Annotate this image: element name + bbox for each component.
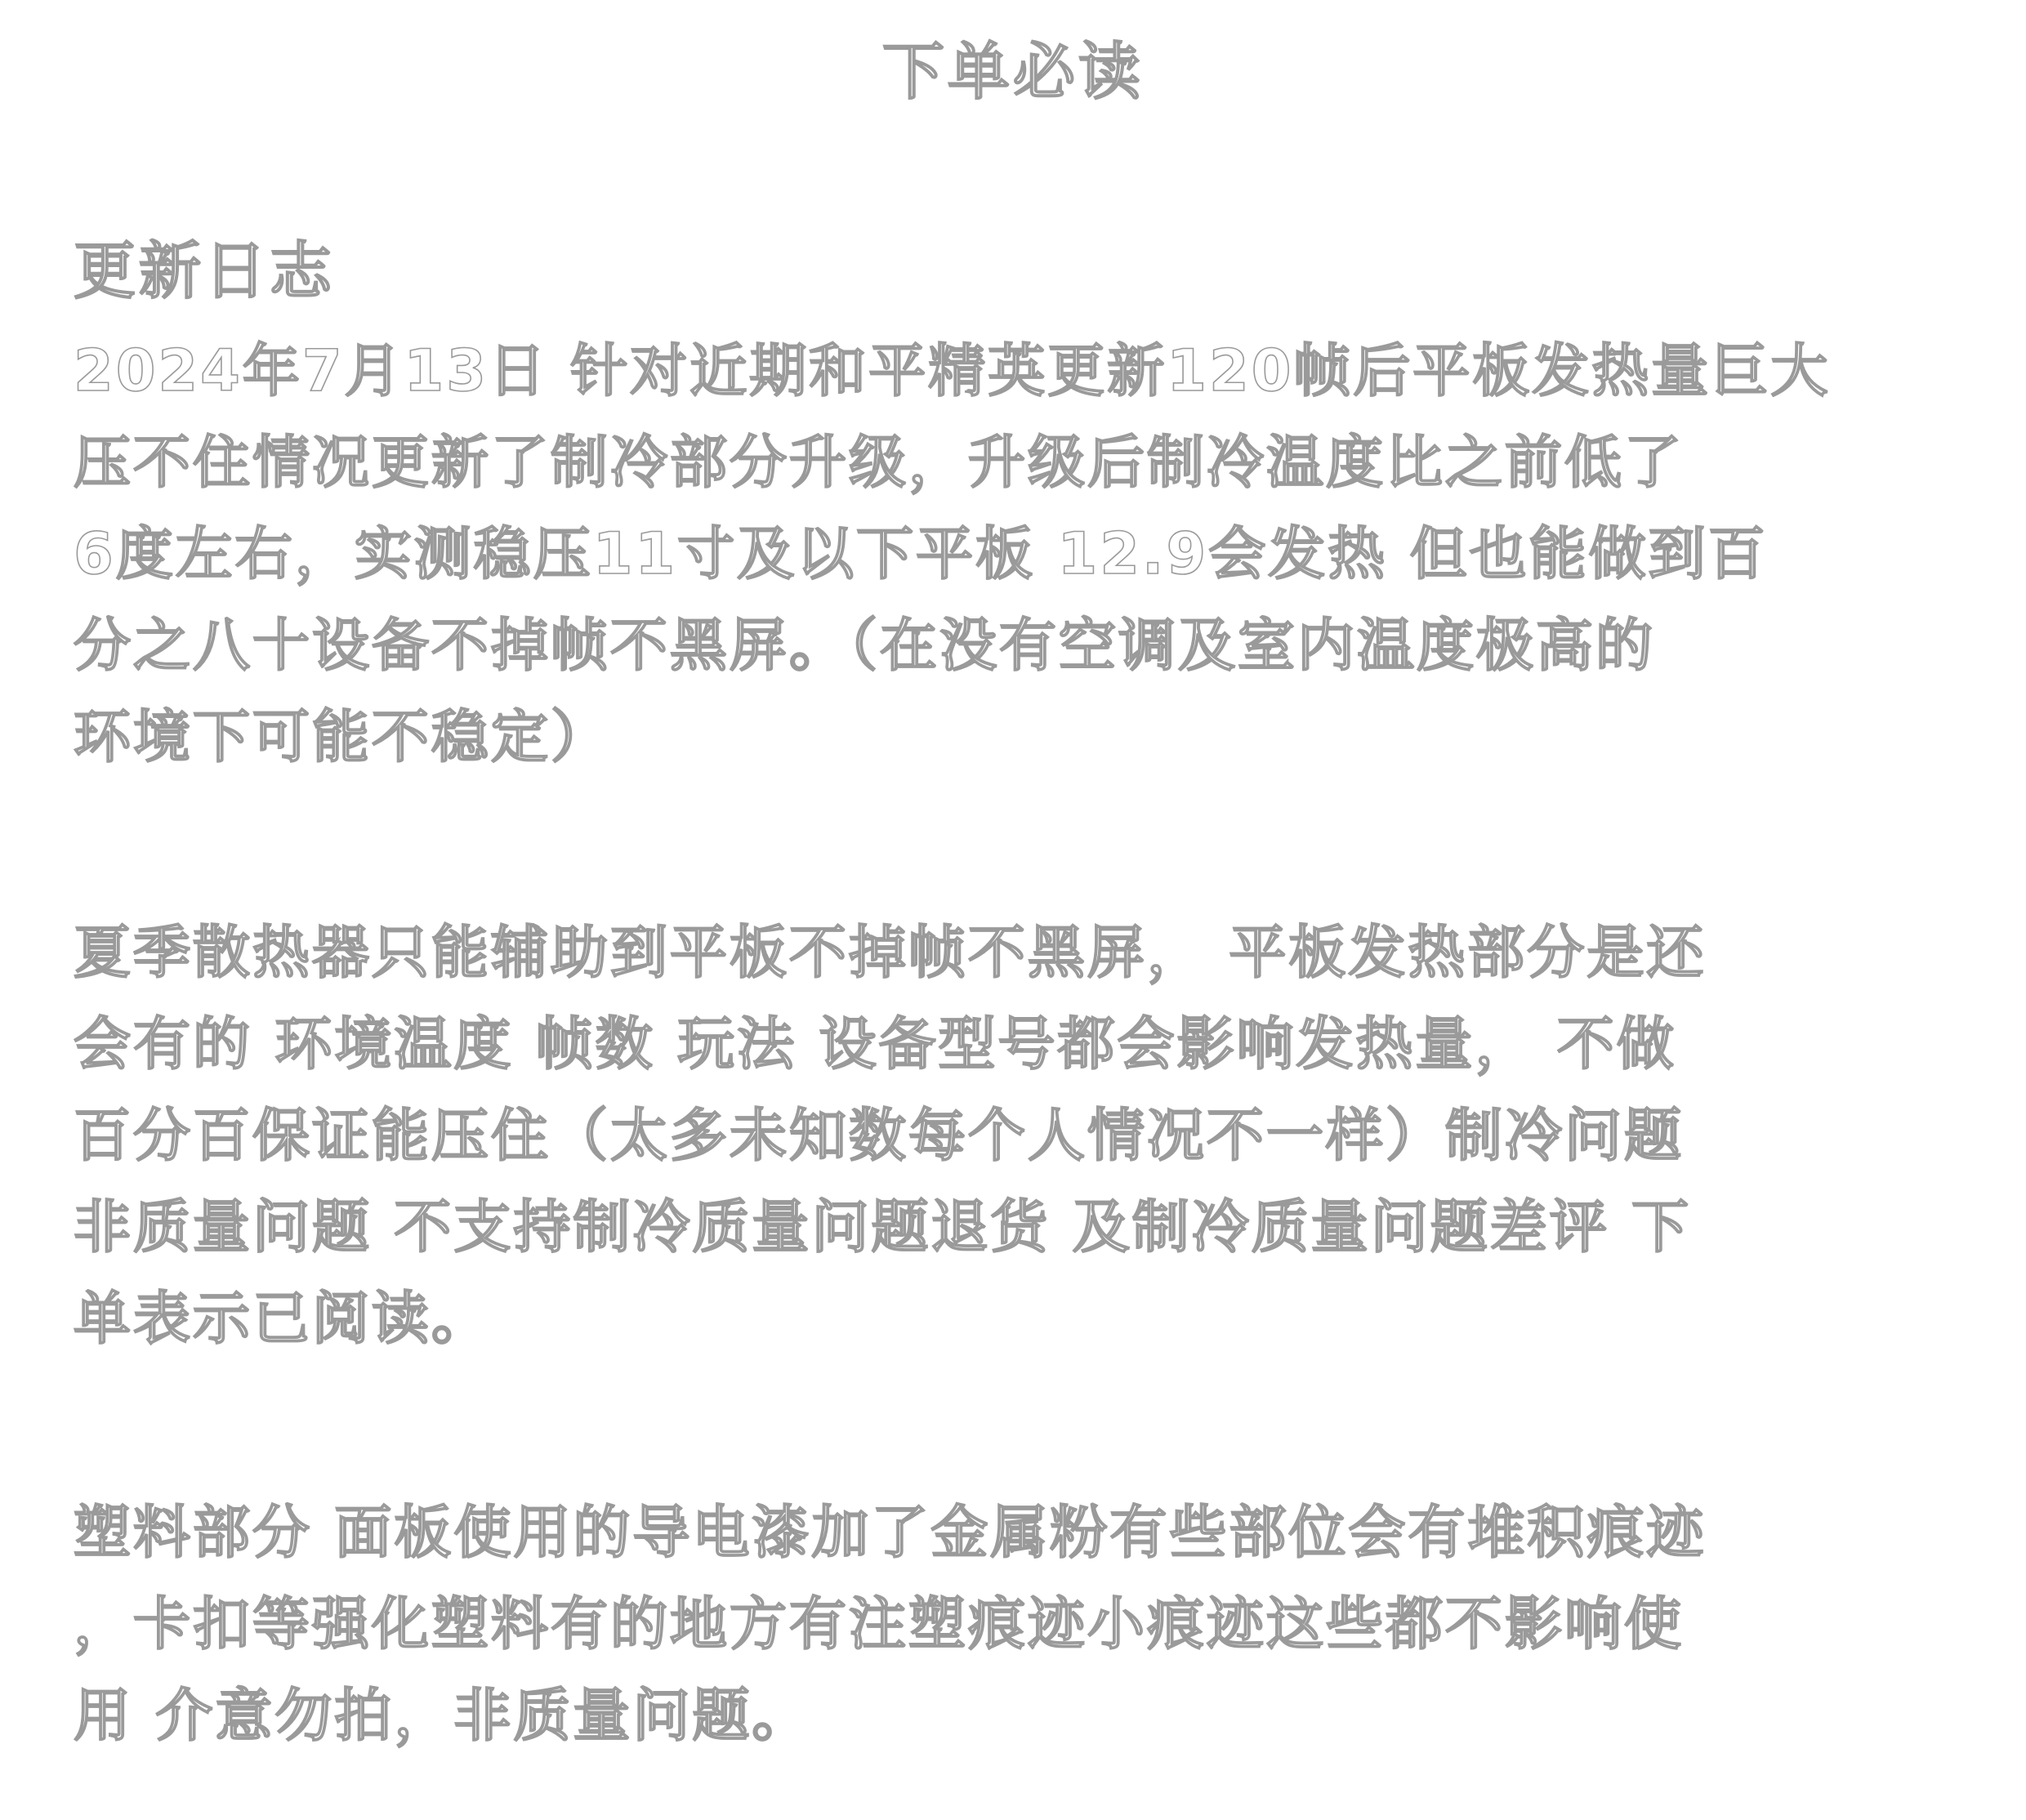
paragraph-line: 环境下可能不稳定） <box>74 703 610 770</box>
paragraph-line: 单表示已阅读。 <box>74 1285 491 1352</box>
paragraph-line: 压不住情况更新了制冷部分升级，升级后制冷温度比之前低了 <box>74 429 1684 496</box>
paragraph-line: ，卡扣等强化塑料有的地方有注塑痕迹小痕迹这些都不影响使 <box>74 1590 1684 1657</box>
page-title: 下单必读 <box>882 35 1144 108</box>
summer-notice-paragraph <box>74 907 1952 1364</box>
update-log-paragraph <box>74 325 1952 783</box>
paragraph-line: 会有的 环境温度 帧数 玩法 设备型号都会影响发热量， 不做 <box>74 1010 1676 1077</box>
paragraph-line: 夏季散热器只能辅助到平板不掉帧不黑屏， 平板发热部分是还 <box>74 919 1707 986</box>
paragraph-line: 6度左右，实测稳压11寸及以下平板 12.9会发热 但也能做到百 <box>74 520 1768 587</box>
paragraph-line: 用 介意勿拍，非质量问题。 <box>74 1682 812 1749</box>
update-log-heading: 更新日志 <box>74 234 335 307</box>
paragraph-line: 百分百保证能压住（太多未知数每个人情况不一样）制冷问题 <box>74 1102 1684 1169</box>
paragraph-line: 非质量问题 不支持制冷质量问题退货 及制冷质量问题差评 下 <box>74 1193 1692 1260</box>
plastic-notice-paragraph <box>74 1487 1952 1761</box>
paragraph-line: 2024年7月13日 针对近期和平精英更新120帧后平板发热量巨大 <box>74 337 1831 404</box>
paragraph-line: 塑料部分 面板使用的导电漆加了金属粉有些部位会有堆积痕迹 <box>74 1499 1707 1566</box>
paragraph-line: 分之八十设备不掉帧不黑屏。（在没有空调及室内温度极高的 <box>74 612 1655 679</box>
